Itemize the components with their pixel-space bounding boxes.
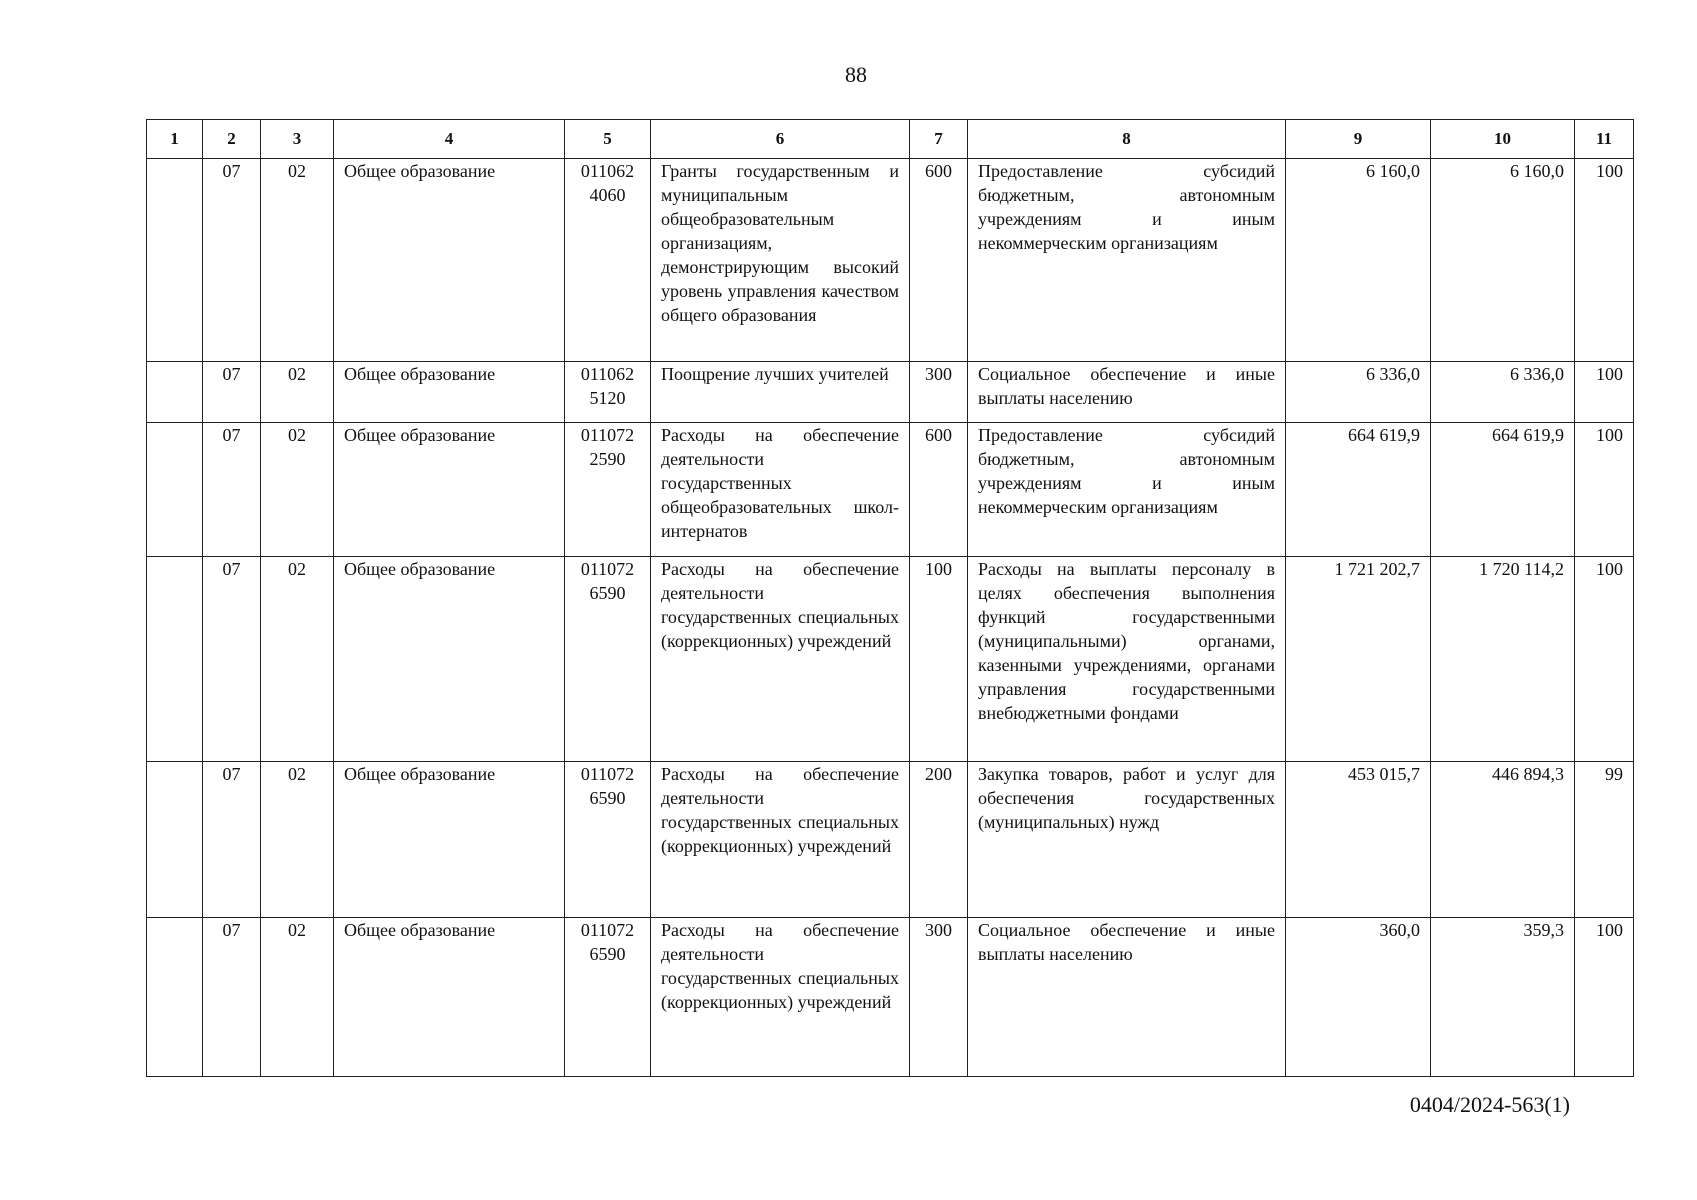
cell-section: 07 [203,762,261,918]
target-article-part: 5120 [589,388,626,408]
cell-expense-type-code: 200 [910,762,968,918]
target-article-part: 011062 [580,364,635,384]
cell-planned-amount: 664 619,9 [1286,423,1431,557]
cell-expense-name: Расходы на обеспечение деятельности государственных специальных (коррекционных) учреждений [651,918,910,1077]
table-row [147,557,1634,762]
cell-expense-type-code: 100 [910,557,968,762]
target-article-part: 2590 [589,449,626,469]
budget-table [146,119,1634,1077]
cell-section: 07 [203,159,261,362]
cell-percent: 100 [1575,159,1634,362]
column-header: 11 [1575,120,1634,159]
cell-actual-amount: 446 894,3 [1431,762,1575,918]
table-row [147,362,1634,423]
cell-target-article [565,423,651,557]
cell-target-article [565,557,651,762]
column-header: 6 [651,120,910,159]
table-row [147,762,1634,918]
cell-expense-type-name: Социальное обеспечение и иные выплаты населению [968,918,1286,1077]
column-header: 3 [261,120,334,159]
cell-expense-type-code: 300 [910,362,968,423]
cell-percent: 100 [1575,423,1634,557]
cell-percent: 100 [1575,557,1634,762]
target-article-part: 011072 [580,764,635,784]
cell-actual-amount: 6 336,0 [1431,362,1575,423]
target-article-part: 011072 [580,920,635,940]
cell-planned-amount: 360,0 [1286,918,1431,1077]
cell-subsection: 02 [261,762,334,918]
table-row [147,159,1634,362]
column-header: 1 [147,120,203,159]
cell-percent: 100 [1575,362,1634,423]
cell-subsection: 02 [261,159,334,362]
cell-target-article [565,159,651,362]
cell-expense-type-name: Закупка товаров, работ и услуг для обеспечения государственных (муниципальных) нужд [968,762,1286,918]
cell-number [147,918,203,1077]
cell-section: 07 [203,362,261,423]
cell-subsection: 02 [261,557,334,762]
cell-expense-type-name: Расходы на выплаты персоналу в целях обеспечения выполнения функций государственными (муниципальными) органами, казенными учреждениями, органами управления государственными внебюджетными фондами [968,557,1286,762]
header-row [147,120,1634,159]
column-header: 2 [203,120,261,159]
cell-number [147,159,203,362]
cell-target-article [565,918,651,1077]
cell-number [147,557,203,762]
cell-planned-amount: 6 160,0 [1286,159,1431,362]
column-header: 10 [1431,120,1575,159]
cell-expense-name: Расходы на обеспечение деятельности государственных специальных (коррекционных) учреждений [651,557,910,762]
target-article-part: 4060 [589,185,626,205]
cell-actual-amount: 664 619,9 [1431,423,1575,557]
cell-section: 07 [203,918,261,1077]
cell-planned-amount: 453 015,7 [1286,762,1431,918]
target-article-part: 011062 [580,161,635,181]
cell-expense-type-code: 600 [910,159,968,362]
cell-actual-amount: 359,3 [1431,918,1575,1077]
cell-expense-type-name: Предоставление субсидий бюджетным, автономным учреждениям и иным некоммерческим организациям [968,159,1286,362]
cell-expense-name: Расходы на обеспечение деятельности государственных общеобразовательных школ-интернатов [651,423,910,557]
column-header: 5 [565,120,651,159]
cell-number [147,362,203,423]
cell-expense-name: Поощрение лучших учителей [651,362,910,423]
cell-section-name: Общее образование [334,918,565,1077]
target-article-part: 011072 [580,425,635,445]
cell-target-article [565,362,651,423]
cell-number [147,762,203,918]
cell-expense-name: Расходы на обеспечение деятельности государственных специальных (коррекционных) учреждений [651,762,910,918]
target-article-part: 6590 [589,944,626,964]
table-row [147,918,1634,1077]
cell-actual-amount: 6 160,0 [1431,159,1575,362]
cell-subsection: 02 [261,362,334,423]
column-header: 9 [1286,120,1431,159]
cell-expense-type-name: Социальное обеспечение и иные выплаты населению [968,362,1286,423]
cell-planned-amount: 6 336,0 [1286,362,1431,423]
document-code: 0404/2024-563(1) [1409,1092,1570,1117]
cell-section: 07 [203,423,261,557]
cell-subsection: 02 [261,423,334,557]
cell-expense-type-code: 300 [910,918,968,1077]
cell-section-name: Общее образование [334,362,565,423]
cell-expense-type-name: Предоставление субсидий бюджетным, автономным учреждениям и иным некоммерческим организациям [968,423,1286,557]
cell-planned-amount: 1 721 202,7 [1286,557,1431,762]
target-article-part: 011072 [580,559,635,579]
cell-actual-amount: 1 720 114,2 [1431,557,1575,762]
target-article-part: 6590 [589,788,626,808]
cell-number [147,423,203,557]
column-header: 4 [334,120,565,159]
cell-section-name: Общее образование [334,423,565,557]
cell-section: 07 [203,557,261,762]
cell-target-article [565,762,651,918]
cell-subsection: 02 [261,918,334,1077]
page-number: 88 [845,62,867,87]
cell-percent: 99 [1575,762,1634,918]
cell-expense-name: Гранты государственным и муниципальным общеобразовательным организациям, демонстрирующим высокий уровень управления качеством общего образования [651,159,910,362]
cell-percent: 100 [1575,918,1634,1077]
table-row [147,423,1634,557]
cell-expense-type-code: 600 [910,423,968,557]
column-header: 8 [968,120,1286,159]
target-article-part: 6590 [589,583,626,603]
cell-section-name: Общее образование [334,762,565,918]
cell-section-name: Общее образование [334,557,565,762]
cell-section-name: Общее образование [334,159,565,362]
column-header: 7 [910,120,968,159]
